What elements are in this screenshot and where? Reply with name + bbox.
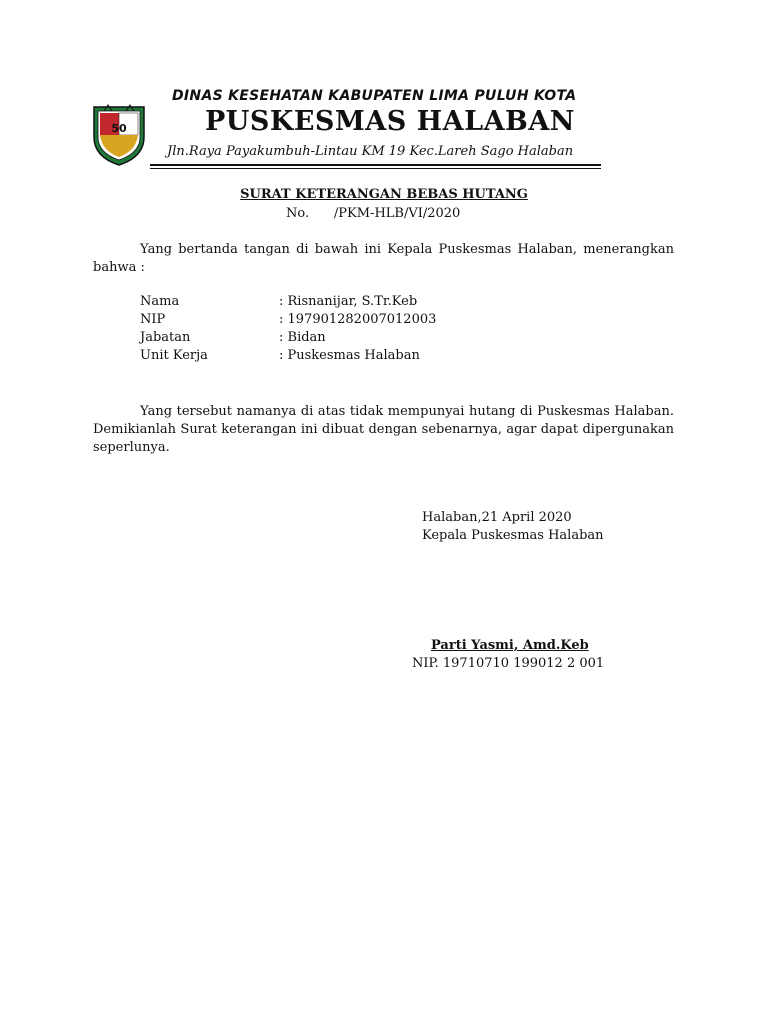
signature-position: Kepala Puskesmas Halaban [422, 528, 604, 543]
letterhead-divider-thick [150, 164, 601, 166]
signatory-name: Parti Yasmi, Amd.Keb [431, 638, 589, 653]
letter-number: No. /PKM-HLB/VI/2020 [286, 206, 461, 221]
field-label-unit-kerja: Unit Kerja [140, 348, 208, 363]
logo-number: 50 [111, 122, 127, 135]
institution-name: PUSKESMAS HALABAN [205, 106, 575, 137]
field-value-jabatan: : Bidan [279, 330, 326, 345]
intro-paragraph: Yang bertanda tangan di bawah ini Kepala Puskesmas Halaban, menerangkan bahwa : [93, 242, 674, 275]
field-label-jabatan: Jabatan [140, 330, 191, 345]
closing-paragraph: Yang tersebut namanya di atas tidak mempunyai hutang di Puskesmas Halaban. Demikianlah Surat keterangan ini dibuat dengan sebenarnya, agar dapat dipergunakan seperlunya. [93, 404, 674, 455]
institution-address: Jln.Raya Payakumbuh-Lintau KM 19 Kec.Lareh Sago Halaban [167, 144, 574, 159]
field-value-nama: : Risnanijar, S.Tr.Keb [279, 294, 418, 309]
signature-place-date: Halaban,21 April 2020 [422, 510, 572, 525]
field-value-unit-kerja: : Puskesmas Halaban [279, 348, 420, 363]
regency-emblem-logo [90, 101, 148, 167]
field-label-nip: NIP [140, 312, 166, 327]
signatory-nip: NIP. 19710710 199012 2 001 [412, 656, 605, 671]
agency-name: DINAS KESEHATAN KABUPATEN LIMA PULUH KOTA [172, 88, 577, 104]
field-label-nama: Nama [140, 294, 180, 309]
field-value-nip: : 197901282007012003 [279, 312, 437, 327]
letter-title: SURAT KETERANGAN BEBAS HUTANG [240, 187, 528, 202]
letterhead-divider-thin [150, 168, 601, 169]
